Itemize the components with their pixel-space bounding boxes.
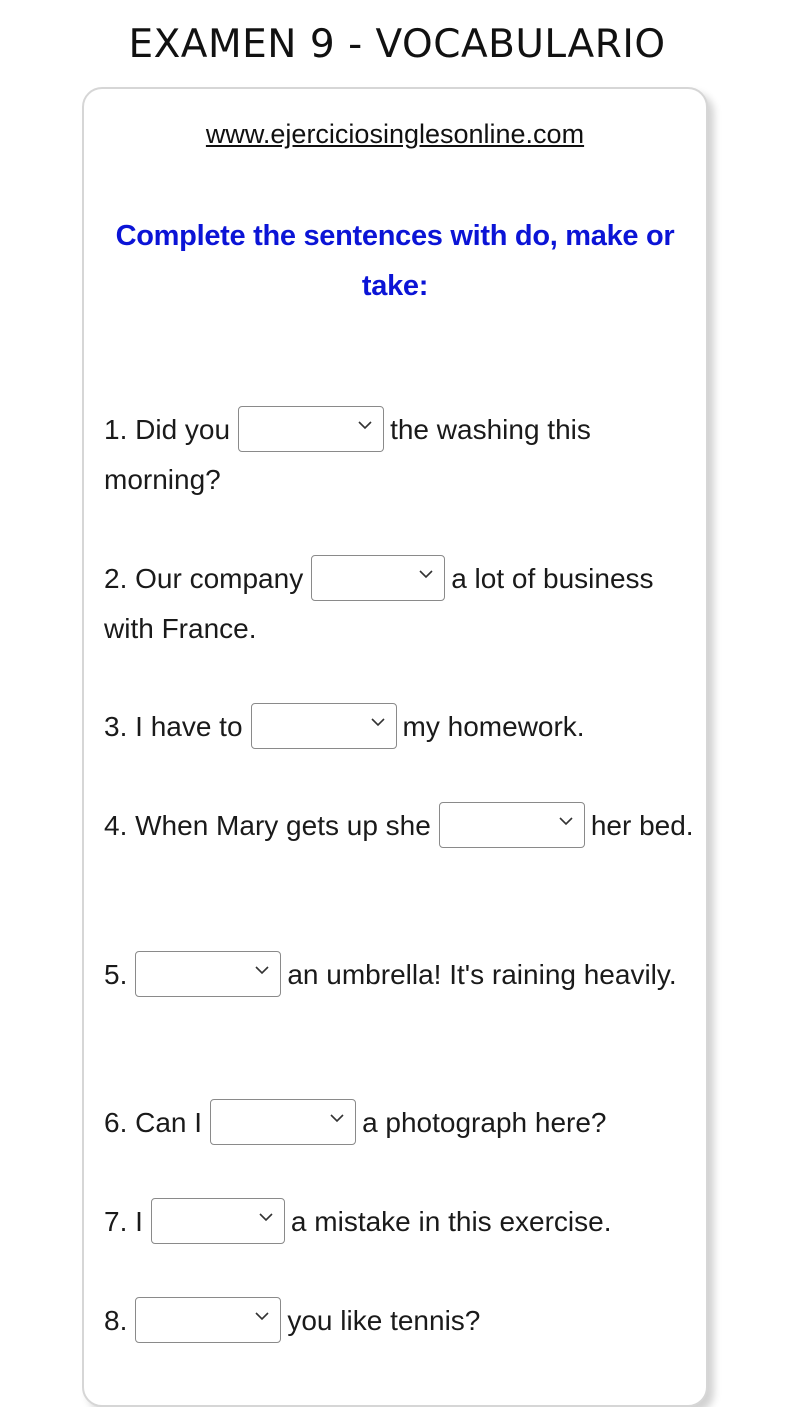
answer-select-1[interactable] bbox=[238, 406, 384, 452]
answer-select-7[interactable] bbox=[151, 1198, 285, 1244]
question-text-before: 1. Did you bbox=[104, 414, 231, 445]
site-link[interactable]: www.ejerciciosinglesonline.com bbox=[205, 119, 585, 149]
question-text-after: her bed. bbox=[590, 810, 694, 841]
page-title: EXAMEN 9 - VOCABULARIO bbox=[128, 22, 666, 67]
chevron-down-icon bbox=[328, 1109, 346, 1127]
answer-select-2[interactable] bbox=[311, 555, 445, 601]
question-3 bbox=[104, 702, 694, 752]
chevron-down-icon bbox=[557, 812, 575, 830]
question-8 bbox=[104, 1296, 694, 1346]
chevron-down-icon bbox=[356, 416, 374, 434]
answer-select-8[interactable] bbox=[135, 1297, 281, 1343]
question-text-before: 7. I bbox=[104, 1206, 143, 1237]
question-text-before: 5. bbox=[104, 959, 128, 990]
question-text-before: 2. Our company bbox=[104, 563, 304, 594]
answer-select-3[interactable] bbox=[251, 703, 397, 749]
chevron-down-icon bbox=[257, 1208, 275, 1226]
answer-select-4[interactable] bbox=[439, 802, 585, 848]
question-7 bbox=[104, 1197, 694, 1247]
question-4 bbox=[104, 801, 694, 851]
exercise-card bbox=[82, 87, 708, 1407]
question-5 bbox=[104, 950, 694, 1000]
question-text-after: the washing this morning? bbox=[104, 414, 591, 495]
question-text-after: an umbrella! It's raining heavily. bbox=[287, 959, 677, 990]
chevron-down-icon bbox=[369, 713, 387, 731]
question-text-before: 4. When Mary gets up she bbox=[104, 810, 431, 841]
question-text-after: a photograph here? bbox=[362, 1107, 607, 1138]
question-text-before: 6. Can I bbox=[104, 1107, 203, 1138]
question-text-after: a mistake in this exercise. bbox=[290, 1206, 612, 1237]
question-2 bbox=[104, 554, 694, 653]
question-text-after: my homework. bbox=[402, 711, 585, 742]
answer-select-6[interactable] bbox=[210, 1099, 356, 1145]
question-6 bbox=[104, 1098, 694, 1148]
instructions: Complete the sentences with do, make or take: bbox=[115, 220, 675, 302]
chevron-down-icon bbox=[253, 1307, 271, 1325]
chevron-down-icon bbox=[417, 565, 435, 583]
answer-select-5[interactable] bbox=[135, 951, 281, 997]
question-1 bbox=[104, 405, 694, 504]
question-text-after: a lot of business with France. bbox=[104, 563, 654, 644]
question-text-before: 3. I have to bbox=[104, 711, 243, 742]
question-text-after: you like tennis? bbox=[287, 1305, 481, 1336]
chevron-down-icon bbox=[253, 961, 271, 979]
question-text-before: 8. bbox=[104, 1305, 128, 1336]
